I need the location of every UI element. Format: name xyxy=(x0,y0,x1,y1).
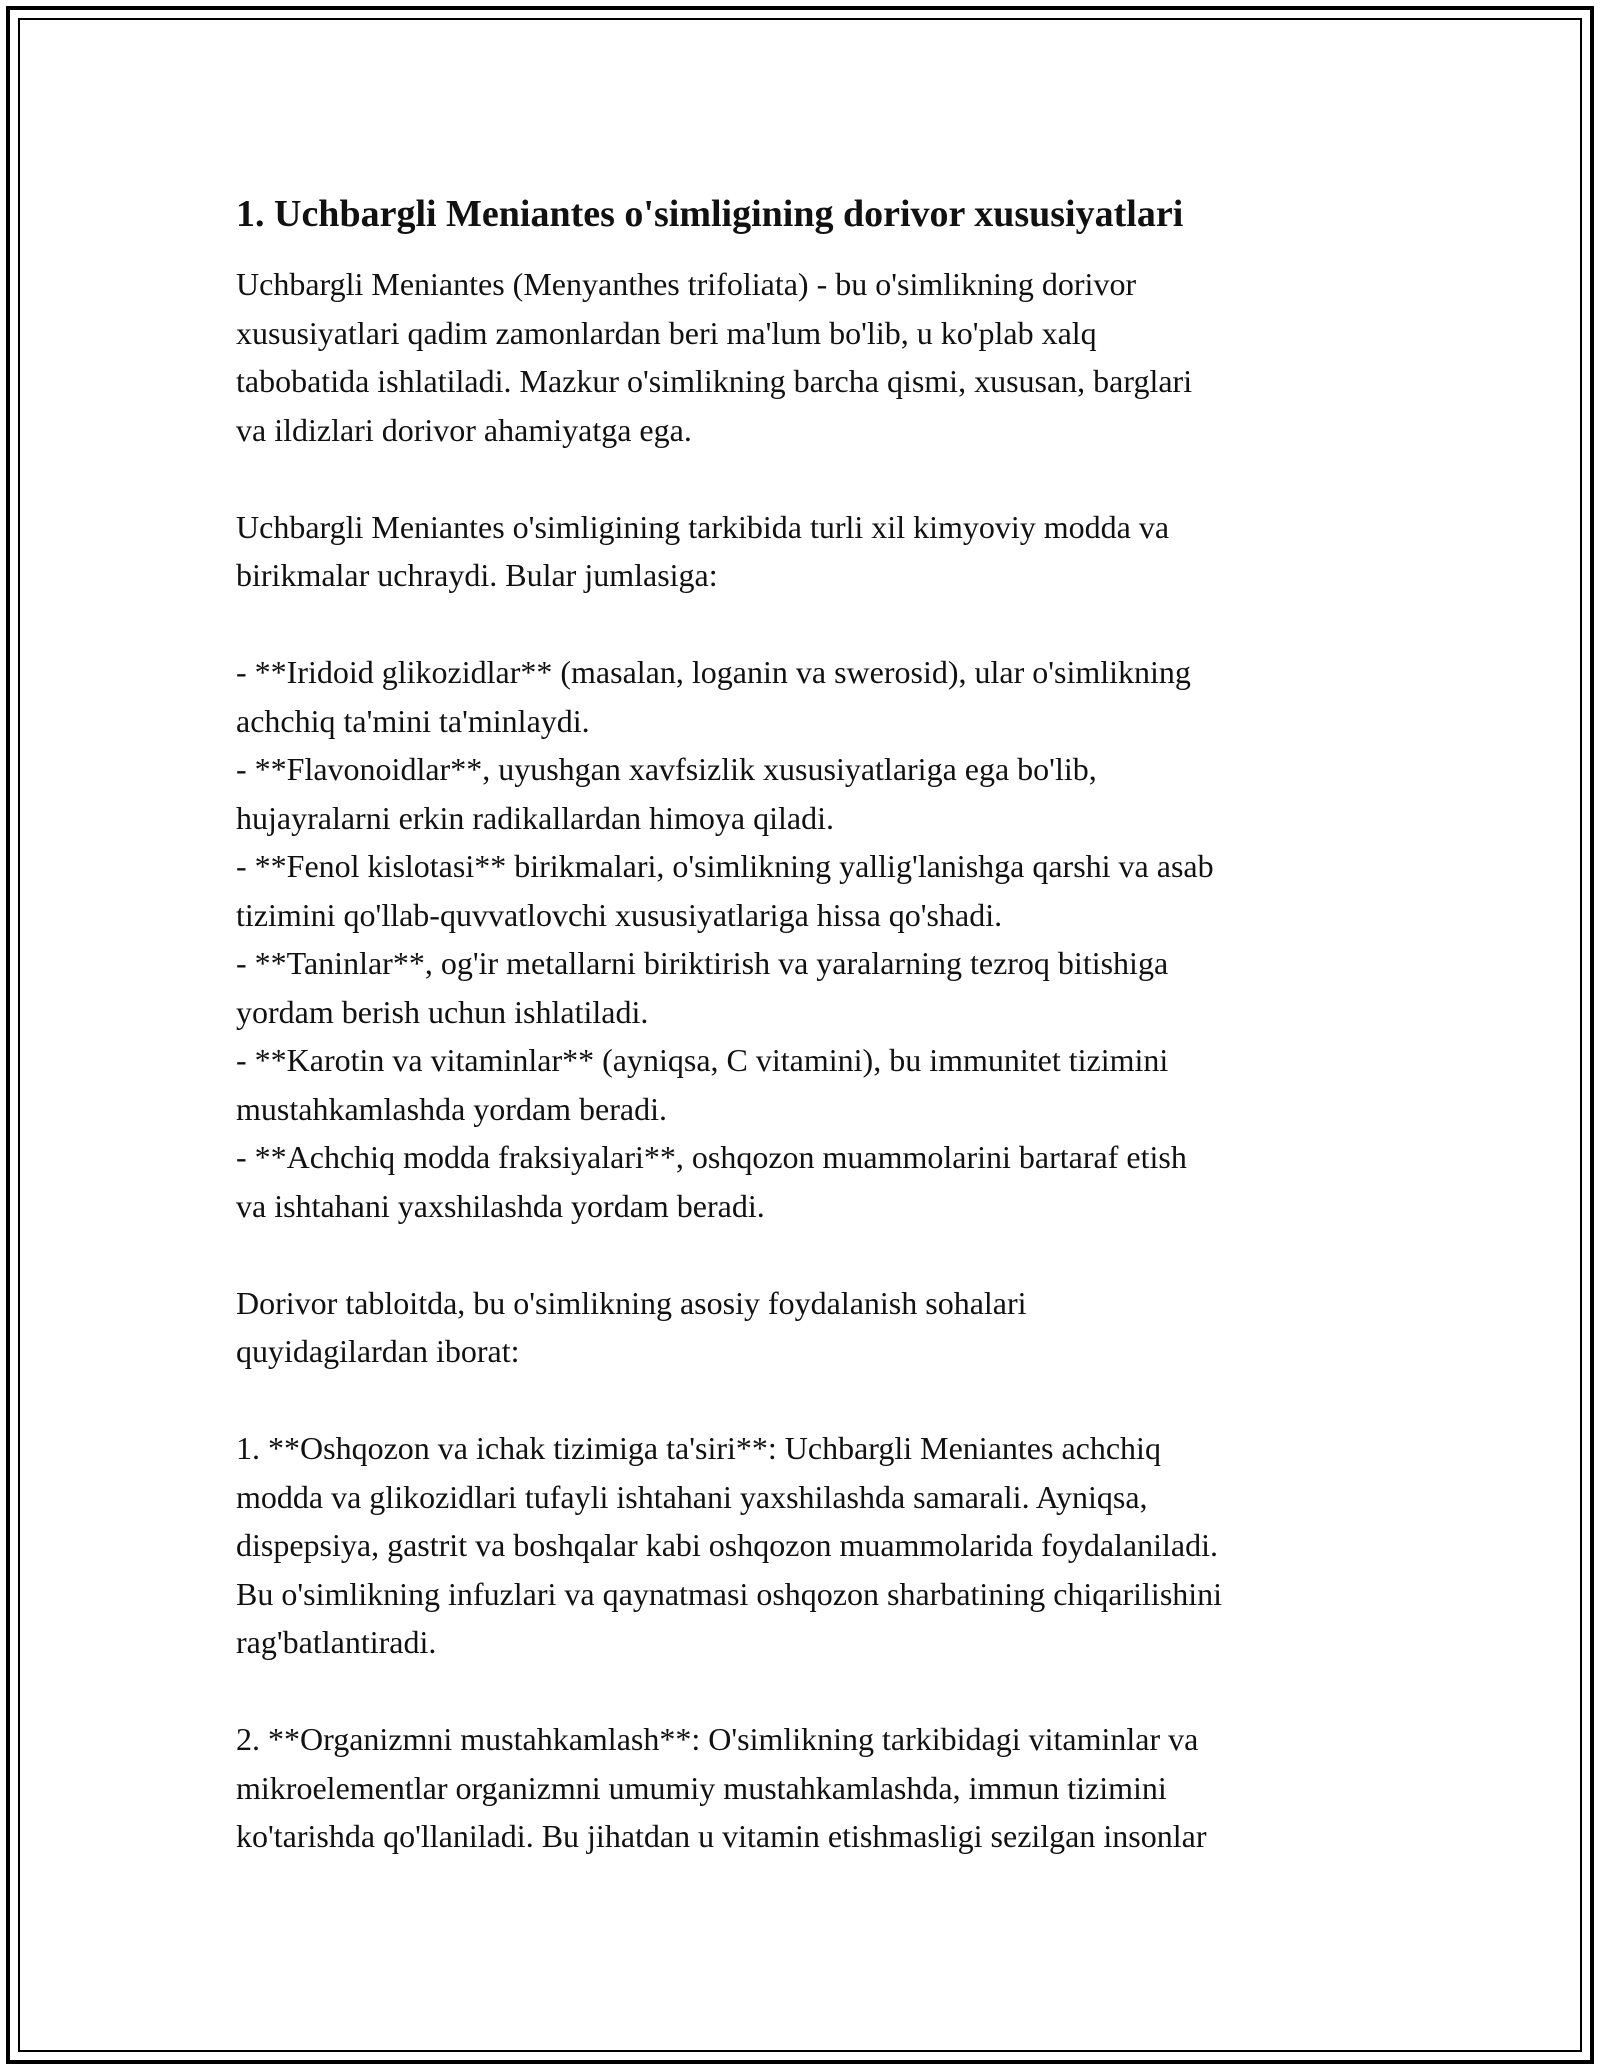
paragraph xyxy=(236,1424,1376,1667)
text-line: dispepsiya, gastrit va boshqalar kabi oshqozon muammolarida foydalaniladi. xyxy=(236,1527,1218,1563)
paragraph-gap xyxy=(236,600,1376,649)
text-line: Uchbargli Meniantes (Menyanthes trifoliata) - bu o'simlikning dorivor xyxy=(236,266,1137,302)
text-line: mustahkamlashda yordam beradi. xyxy=(236,1090,667,1127)
text-line: mikroelementlar organizmni umumiy mustahkamlashda, immun tizimini xyxy=(236,1769,1167,1806)
text-line: ko'tarishda qo'llaniladi. Bu jihatdan u vitamin etishmasligi sezilgan insonlar xyxy=(236,1818,1207,1854)
paragraph-gap xyxy=(236,454,1376,503)
text-line: - **Iridoid glikozidlar** (masalan, loganin va swerosid), ular o'simlikning xyxy=(236,654,1191,690)
text-line: tabobatida ishlatiladi. Mazkur o'simlikning barcha qismi, xususan, barglari xyxy=(236,363,1193,399)
document-body xyxy=(236,190,1376,1861)
document-paragraphs xyxy=(236,260,1376,1861)
paragraph xyxy=(236,503,1376,600)
paragraph-gap xyxy=(236,1230,1376,1279)
text-line: Uchbargli Meniantes o'simligining tarkibida turli xil kimyoviy modda va xyxy=(236,508,1170,545)
text-line: Bu o'simlikning infuzlari va qaynatmasi oshqozon sharbatining chiqarilishini xyxy=(236,1575,1223,1612)
text-line: birikmalar uchraydi. Bular jumlasiga: xyxy=(236,557,718,593)
text-line: achchiq ta'mini ta'minlaydi. xyxy=(236,702,590,739)
paragraph xyxy=(236,1279,1376,1376)
text-line: 2. **Organizmni mustahkamlash**: O'simlikning tarkibidagi vitaminlar va xyxy=(236,1721,1199,1757)
text-line: rag'batlantiradi. xyxy=(236,1624,437,1660)
text-line: - **Karotin va vitaminlar** (ayniqsa, C vitamini), bu immunitet tizimini xyxy=(236,1042,1169,1078)
paragraph-gap xyxy=(236,1376,1376,1425)
text-line: tizimini qo'llab-quvvatlovchi xususiyatlariga hissa qo'shadi. xyxy=(236,896,1003,933)
text-line: va ishtahani yaxshilashda yordam beradi. xyxy=(236,1187,765,1224)
text-line: - **Flavonoidlar**, uyushgan xavfsizlik xususiyatlariga ega bo'lib, xyxy=(236,751,1097,787)
text-line: modda va glikozidlari tufayli ishtahani yaxshilashda samarali. Ayniqsa, xyxy=(236,1478,1148,1515)
text-line: - **Taninlar**, og'ir metallarni biriktirish va yaralarning tezroq bitishiga xyxy=(236,945,1169,981)
text-line: - **Fenol kislotasi** birikmalari, o'simlikning yallig'lanishga qarshi va asab xyxy=(236,848,1214,884)
paragraph xyxy=(236,260,1376,454)
text-line: 1. **Oshqozon va ichak tizimiga ta'siri**: Uchbargli Meniantes achchiq xyxy=(236,1430,1161,1466)
text-line: Dorivor tabloitda, bu o'simlikning asosiy foydalanish sohalari xyxy=(236,1284,1027,1321)
paragraph xyxy=(236,1715,1376,1861)
paragraph xyxy=(236,648,1376,1230)
text-line: - **Achchiq modda fraksiyalari**, oshqozon muammolarini bartaraf etish xyxy=(236,1139,1187,1175)
text-line: va ildizlari dorivor ahamiyatga ega. xyxy=(236,411,692,448)
text-line: xususiyatlari qadim zamonlardan beri ma'lum bo'lib, u ko'plab xalq xyxy=(236,314,1097,351)
paragraph-gap xyxy=(236,1667,1376,1716)
document-title: 1. Uchbargli Meniantes o'simligining dorivor xususiyatlari xyxy=(236,193,1184,235)
text-line: hujayralarni erkin radikallardan himoya qiladi. xyxy=(236,799,834,836)
text-line: yordam berish uchun ishlatiladi. xyxy=(236,993,649,1030)
text-line: quyidagilardan iborat: xyxy=(236,1333,520,1369)
